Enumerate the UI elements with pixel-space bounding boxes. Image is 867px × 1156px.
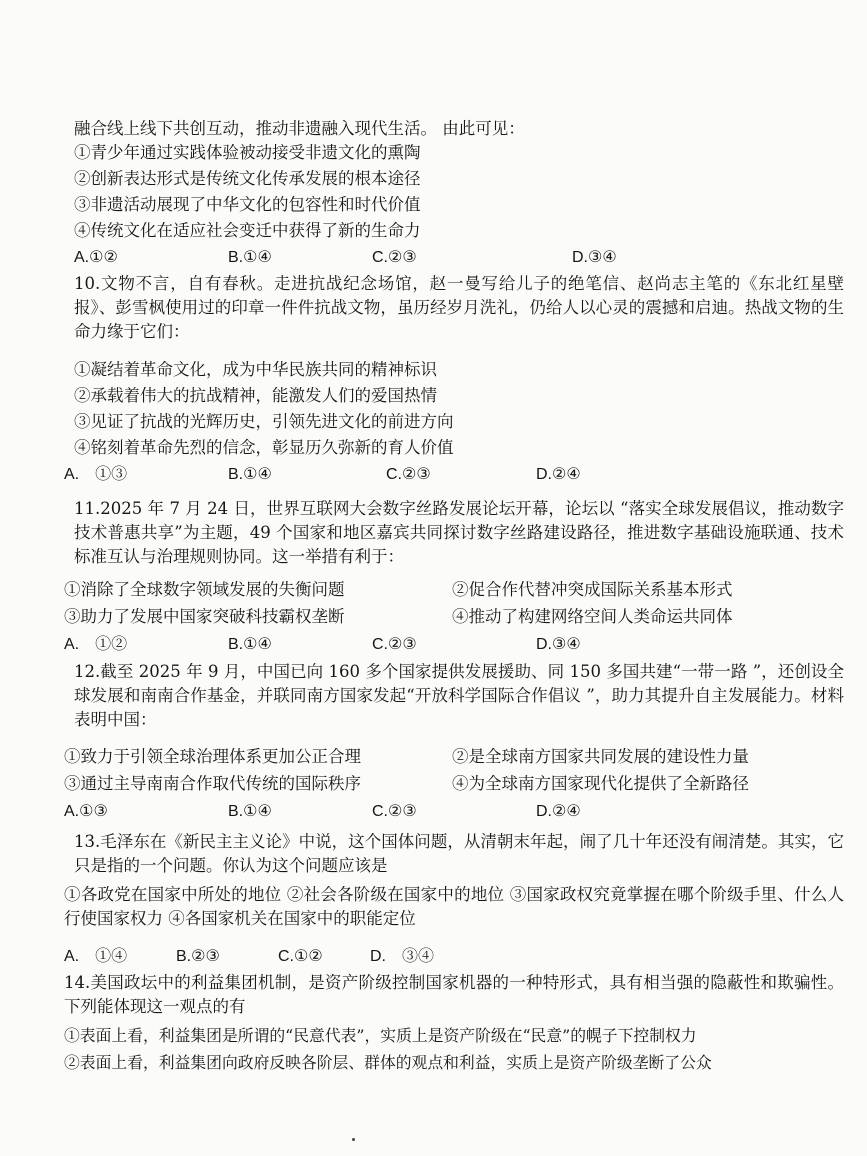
q9-item-2: ②创新表达形式是传统文化传承发展的根本途径 bbox=[74, 169, 421, 188]
q9-item-4: ④传统文化在适应社会变迁中获得了新的生命力 bbox=[74, 221, 421, 240]
q13-option-a: A. ①④ bbox=[64, 948, 128, 965]
q14-item-2: ②表面上看，利益集团向政府反映各阶层、群体的观点和利益，实质上是资产阶级垄断了公众 bbox=[64, 1053, 712, 1072]
q13-items: ①各政党在国家中所处的地位 ②社会各阶级在国家中的地位 ③国家政权究竟掌握在哪个阶级手里、什么人行使国家权力 ④各国家机关在国家中的职能定位 bbox=[64, 885, 844, 928]
q10-item-1: ①凝结着革命文化，成为中华民族共同的精神标识 bbox=[74, 360, 437, 379]
q13-option-b: B.②③ bbox=[176, 948, 220, 965]
q12-item-2: ②是全球南方国家共同发展的建设性力量 bbox=[452, 747, 749, 766]
q12-stem: 12.截至 2025 年 9 月，中国已向 160 多个国家提供发展援助、同 150 多国共建“一带一路 ”，还创设全球发展和南南合作基金，并联同南方国家发起“开放科学国际合作倡议 ”，助力其提升自主发展能力。材料表明中国： bbox=[74, 662, 844, 729]
q11-items-row-1 bbox=[64, 578, 844, 602]
q11-items-row-2 bbox=[64, 605, 844, 629]
q11-item-3: ③助力了发展中国家突破科技霸权垄断 bbox=[64, 607, 345, 626]
scan-speck bbox=[352, 1138, 355, 1141]
q12-option-a: A.①③ bbox=[64, 803, 108, 820]
q10-item-2: ②承载着伟大的抗战精神，能激发人们的爱国热情 bbox=[74, 386, 437, 405]
q11-option-d: D.③④ bbox=[536, 636, 581, 653]
q10-option-a: A. ①③ bbox=[64, 466, 128, 483]
q9-option-d: D.③④ bbox=[572, 249, 617, 266]
q10-item-3: ③见证了抗战的光辉历史，引领先进文化的前进方向 bbox=[74, 412, 454, 431]
q9-options bbox=[64, 246, 764, 270]
q10-option-b: B.①④ bbox=[228, 466, 272, 483]
q14-stem: 14.美国政坛中的利益集团机制，是资产阶级控制国家机器的一种特形式，具有相当强的隐蔽性和欺骗性。下列能体现这一观点的有 bbox=[64, 973, 844, 1016]
q12-item-1: ①致力于引领全球治理体系更加公正合理 bbox=[64, 747, 361, 766]
q11-stem: 11.2025 年 7 月 24 日，世界互联网大会数字丝路发展论坛开幕，论坛以 “落实全球发展倡议，推动数字技术普惠共享”为主题，49 个国家和地区嘉宾共同探讨数字丝路建设路径，推进数字基础设施联通、技术标准互认与治理规则协同。这一举措有利于： bbox=[74, 499, 844, 566]
q12-options bbox=[64, 800, 764, 824]
q12-option-b: B.①④ bbox=[228, 803, 272, 820]
q11-option-c: C.②③ bbox=[372, 636, 417, 653]
q9-option-c: C.②③ bbox=[372, 249, 417, 266]
q12-items-row-2 bbox=[64, 772, 844, 796]
q9-item-3: ③非遗活动展现了中华文化的包容性和时代价值 bbox=[74, 195, 421, 214]
q11-option-b: B.①④ bbox=[228, 636, 272, 653]
q12-option-c: C.②③ bbox=[372, 803, 417, 820]
q10-item-4: ④铭刻着革命先烈的信念，彰显历久弥新的育人价值 bbox=[74, 438, 454, 457]
q9-item-1: ①青少年通过实践体验被动接受非遗文化的熏陶 bbox=[74, 143, 421, 162]
q11-options bbox=[64, 633, 764, 657]
q11-item-4: ④推动了构建网络空间人类命运共同体 bbox=[452, 607, 733, 626]
q12-items-row-1 bbox=[64, 745, 844, 769]
q13-option-d: D. ③④ bbox=[370, 948, 435, 965]
q11-item-2: ②促合作代替冲突成国际关系基本形式 bbox=[452, 580, 733, 599]
q11-item-1: ①消除了全球数字领域发展的失衡问题 bbox=[64, 580, 345, 599]
q10-stem: 10.文物不言，自有春秋。走进抗战纪念场馆，赵一曼写给儿子的绝笔信、赵尚志主笔的《东北红星壁报》、彭雪枫使用过的印章一件件抗战文物，虽历经岁月洗礼，仍给人以心灵的震撼和启迪。热战文物的生命力缘于它们： bbox=[74, 274, 844, 341]
q9-lead: 融合线上线下共创互动，推动非遗融入现代生活。 由此可见： bbox=[74, 119, 525, 138]
q12-item-4: ④为全球南方国家现代化提供了全新路径 bbox=[452, 774, 749, 793]
q9-option-a: A.①② bbox=[74, 249, 118, 266]
q13-options bbox=[64, 945, 764, 969]
q10-options bbox=[64, 463, 764, 487]
q12-item-3: ③通过主导南南合作取代传统的国际秩序 bbox=[64, 774, 361, 793]
q11-option-a: A. ①② bbox=[64, 636, 128, 653]
q13-option-c: C.①② bbox=[278, 948, 323, 965]
q13-stem: 13.毛泽东在《新民主主义论》中说，这个国体问题，从清朝末年起，闹了几十年还没有闹清楚。其实，它只是指的一个问题。你认为这个问题应该是 bbox=[74, 832, 844, 875]
q12-option-d: D.②④ bbox=[536, 803, 581, 820]
q10-option-d: D.②④ bbox=[536, 466, 581, 483]
q10-option-c: C.②③ bbox=[386, 466, 431, 483]
q9-option-b: B.①④ bbox=[228, 249, 272, 266]
q14-item-1: ①表面上看，利益集团是所谓的“民意代表”，实质上是资产阶级在“民意”的幌子下控制权力 bbox=[64, 1026, 697, 1045]
